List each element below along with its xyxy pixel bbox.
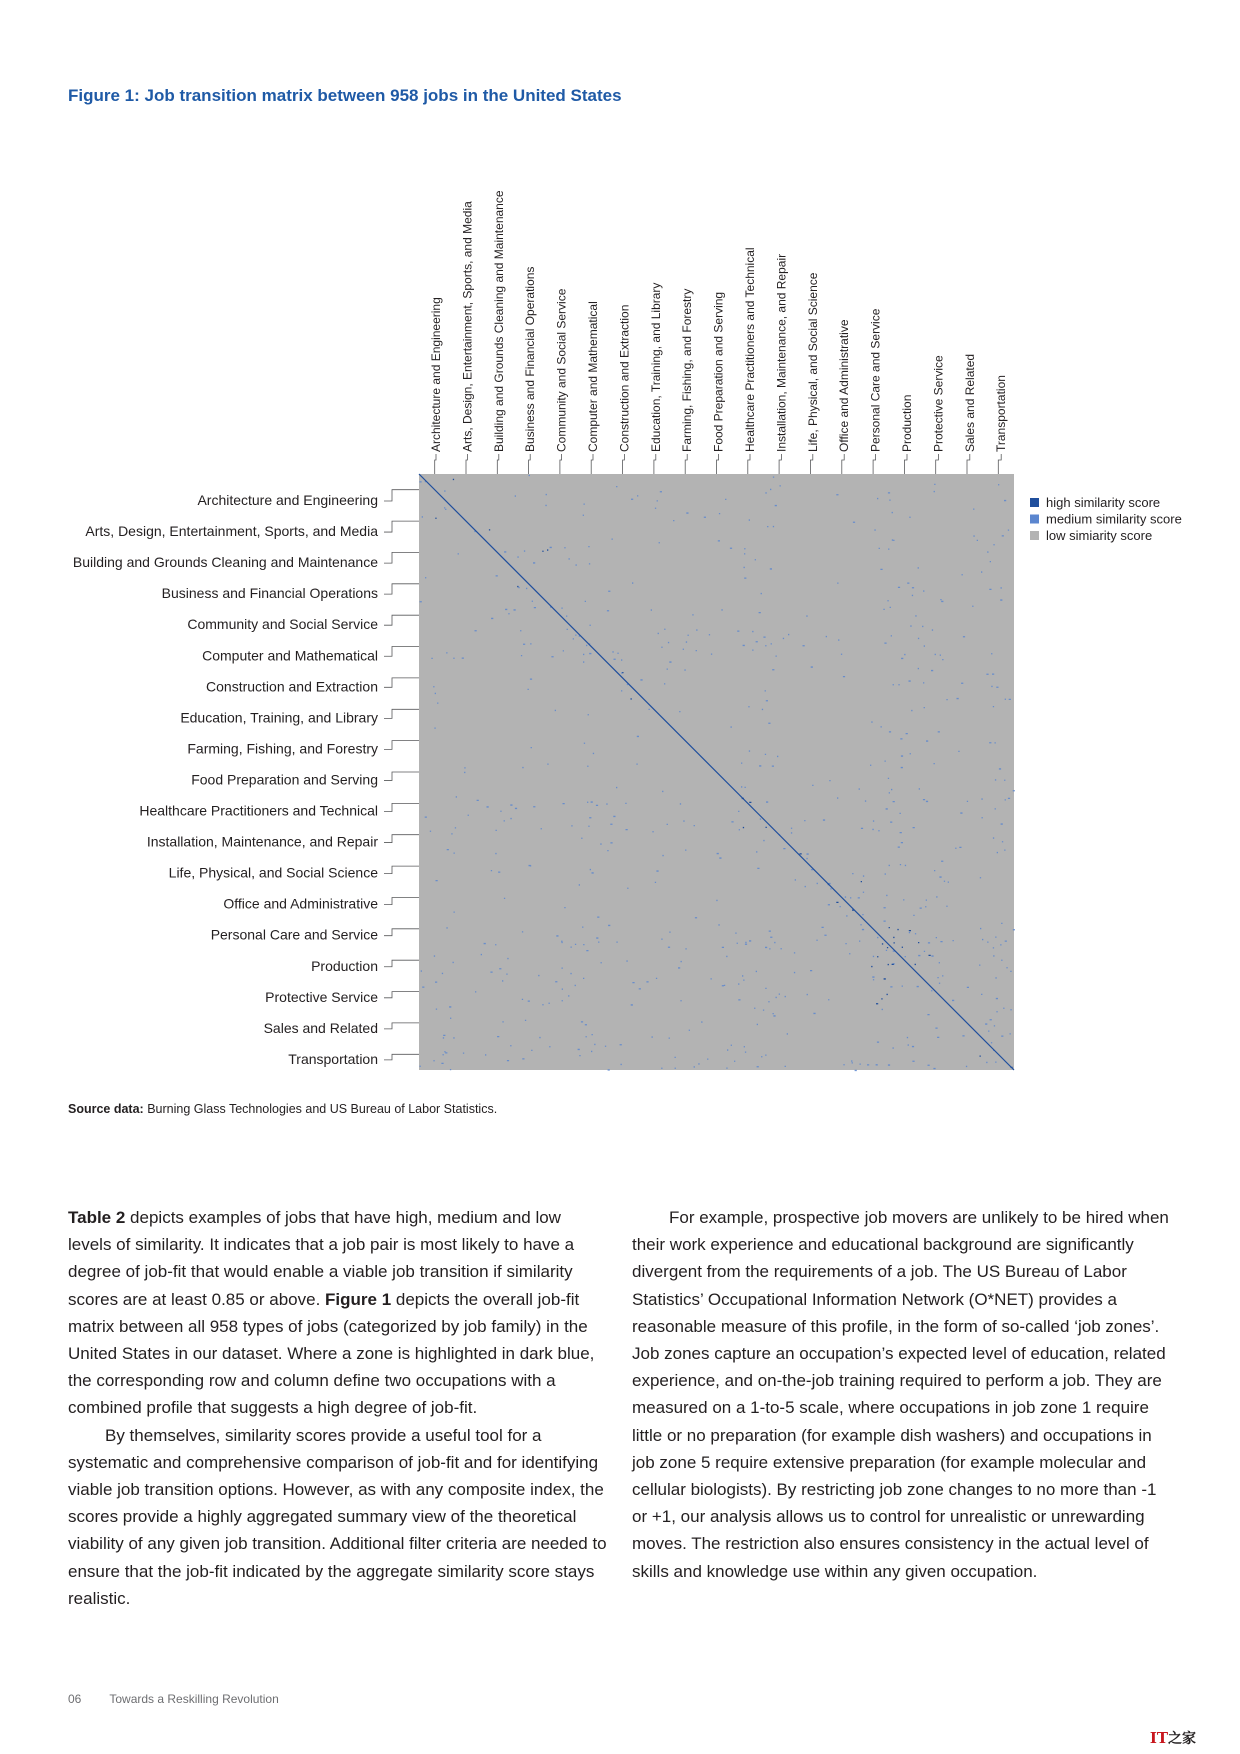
row-leader-line [384,1054,419,1060]
page-footer [68,1692,279,1706]
row-leader-line [384,709,419,718]
row-label: Production [311,957,378,974]
row-label: Education, Training, and Library [180,709,378,726]
column-leader-line [748,454,750,474]
row-labels [73,490,419,1067]
legend-label: low simiarity score [1046,528,1153,543]
row-label: Construction and Extraction [206,678,378,695]
row-label: Business and Financial Operations [161,585,378,602]
column-label: Production [900,394,914,452]
row-leader-line [384,898,419,905]
table-ref: Table 2 [68,1208,126,1227]
paragraph [68,1204,608,1422]
column-leader-line [842,454,844,474]
row-leader-line [384,552,419,563]
report-title: Towards a Reskilling Revolution [109,1692,279,1706]
page-number: 06 [68,1692,82,1706]
legend [1030,495,1182,543]
paragraph: By themselves, similarity scores provide a useful tool for a systematic and comprehensive comparison of job-fit and for identifying viable job transition options. However, as with any composite index, the scores provide a highly aggregated summary view of the theoretical viability of any given job transition. Additional filter criteria are needed to ensure that the job-fit indicated by the aggregate similarity score stays realistic. [68,1425,607,1608]
column-label: Sales and Related [962,353,977,452]
column-label: Computer and Mathematical [586,301,600,452]
paragraph: For example, prospective job movers are unlikely to be hired when their work experience and educational background are significantly divergent from the requirements of a job. The US Bureau of Labor Statistics’ Occupational Information Network (O*NET) provides a reasonable measure of this profile, in the form of so-called ‘job zones’. Job zones capture an occupation’s expected level of education, related experience, and on-the-job training required to perform a job. They are measured on a 1-to-5 scale, where occupations in job zone 1 require little or no preparation (for example dish washers) and occupations in job zone 5 require extensive preparation (for example molecular and cellular biologists). By restricting job zone changes to no more than -1 or +1, our analysis allows us to control for unrealistic or unrewarding moves. The restriction also ensures consistency in the actual level of skills and knowledge use within any given occupation. [632,1208,1169,1581]
column-leader-line [654,454,656,474]
legend-swatch [1030,515,1039,524]
body-column-left [68,1204,608,1612]
column-leader-line [529,454,531,474]
watermark-suffix: 之家 [1168,1731,1196,1747]
column-label: Building and Grounds Cleaning and Maintenance [491,190,506,452]
row-label: Arts, Design, Entertainment, Sports, and Media [85,523,378,540]
column-label: Architecture and Engineering [429,297,443,452]
column-label: Community and Social Service [554,288,569,452]
figure-ref: Figure 1 [325,1289,392,1309]
column-label: Life, Physical, and Social Science [805,272,820,452]
watermark-brand: IT [1149,1729,1168,1747]
row-leader-line [384,929,419,936]
source-label: Source data: [68,1102,144,1116]
column-label: Personal Care and Service [868,308,883,452]
legend-label: high similarity score [1046,495,1161,510]
row-leader-line [384,1023,419,1029]
row-label: Life, Physical, and Social Science [168,864,378,881]
row-leader-line [384,741,419,750]
row-leader-line [384,835,419,843]
heatmap-matrix [419,474,1015,1071]
text: depicts the overall job-fit matrix between all 958 types of jobs (categorized by job family) in the United States in our dataset. Where a zone is highlighted in dark blue, the corresponding row and column define two occupations with a combined profile that suggests a high degree of job-fit. [68,1289,595,1418]
row-leader-line [384,615,419,625]
row-leader-line [384,584,419,594]
row-leader-line [384,772,419,780]
source-note [68,1102,497,1116]
row-leader-line [384,992,419,998]
column-leader-line [717,454,719,474]
column-leader-line [936,454,939,474]
row-label: Community and Social Service [187,616,378,633]
legend-swatch [1030,498,1039,507]
row-label: Installation, Maintenance, and Repair [146,833,378,850]
row-label: Office and Administrative [223,895,378,912]
row-leader-line [384,490,419,501]
column-label: Protective Service [931,355,946,452]
column-label: Farming, Fishing, and Forestry [680,288,695,452]
body-column-right [632,1204,1172,1585]
column-label: Food Preparation and Serving [711,291,726,452]
row-label: Personal Care and Service [210,926,378,943]
row-label: Healthcare Practitioners and Technical [139,802,378,819]
row-leader-line [384,960,419,967]
column-leader-line [591,454,593,474]
column-label: Installation, Maintenance, and Repair [774,253,789,452]
column-labels [429,190,1008,474]
row-label: Sales and Related [263,1019,378,1036]
column-leader-line [435,454,436,474]
row-label: Architecture and Engineering [197,492,378,508]
column-label: Education, Training, and Library [648,282,663,452]
column-leader-line [904,454,907,474]
column-leader-line [810,454,812,474]
column-leader-line [497,454,499,474]
row-leader-line [384,866,419,874]
column-leader-line [466,454,467,474]
column-label: Construction and Extraction [617,304,632,452]
text: depicts examples of jobs that have high, medium and low levels of similarity. It indicates that a job pair is most likely to have a degree of job-fit that would enable a viable job transition if similarity scores are at least 0.85 or above. [68,1208,575,1309]
row-label: Farming, Fishing, and Forestry [187,740,378,757]
row-label: Building and Grounds Cleaning and Maintenance [72,554,378,571]
column-label: Arts, Design, Entertainment, Sports, and Media [460,201,475,452]
column-label: Healthcare Practitioners and Technical [743,247,757,452]
column-leader-line [560,454,562,474]
column-leader-line [779,454,781,474]
row-label: Transportation [288,1050,378,1067]
figure-title: Figure 1: Job transition matrix between 958 jobs in the United States [68,86,622,105]
row-label: Food Preparation and Serving [191,771,378,788]
column-label: Business and Financial Operations [523,266,538,452]
column-leader-line [873,454,876,474]
row-leader-line [384,647,419,657]
row-leader-line [384,803,419,811]
column-leader-line [998,454,1001,474]
legend-swatch [1030,531,1039,540]
source-text: Burning Glass Technologies and US Bureau of Labor Statistics. [143,1102,498,1116]
row-leader-line [384,678,419,687]
column-label: Office and Administrative [837,319,852,452]
column-leader-line [967,454,970,474]
row-leader-line [384,521,419,532]
row-label: Computer and Mathematical [202,647,378,664]
column-leader-line [685,454,687,474]
legend-label: medium similarity score [1046,511,1182,527]
watermark-logo [1150,1728,1196,1748]
column-label: Transportation [994,375,1009,452]
column-leader-line [623,454,625,474]
row-label: Protective Service [265,988,378,1005]
